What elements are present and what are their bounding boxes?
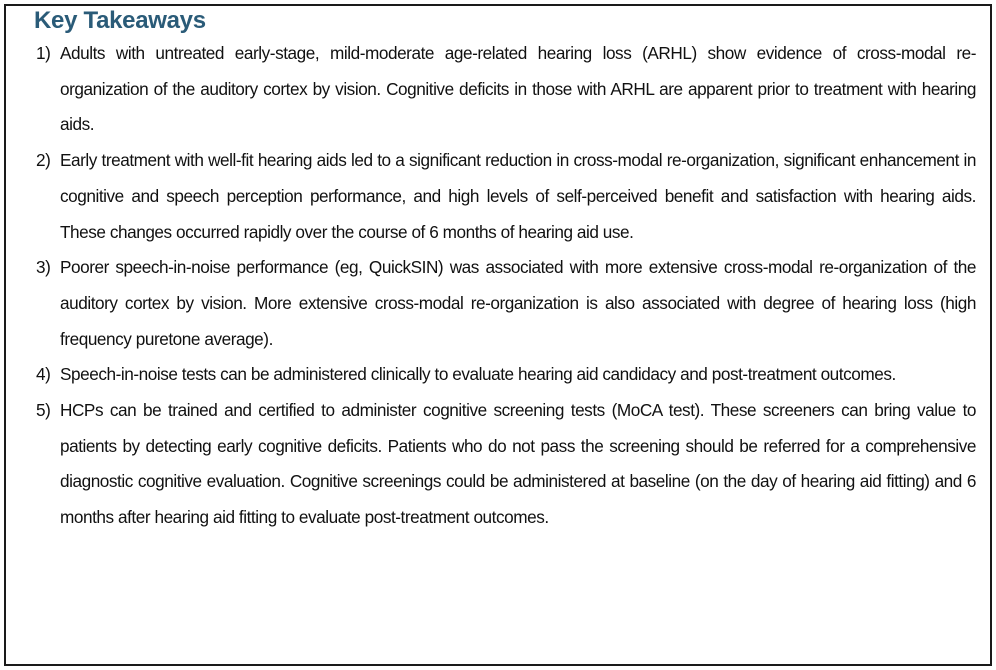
item-number: 3) [36,257,51,278]
box-title: Key Takeaways [34,7,206,34]
item-number: 5) [36,400,51,421]
item-text: Early treatment with well-fit hearing aids led to a significant reduction in cross-modal re-organization, significant enhancement in cognitive and speech perception performance, and high levels of self-perceived benefit and satisfaction with hearing aids. These changes occurred rapidly over the course of 6 months of hearing aid use. [60,150,976,242]
item-text: Speech-in-noise tests can be administered clinically to evaluate hearing aid candidacy and post-treatment outcomes. [60,364,896,385]
item-number: 2) [36,150,51,171]
item-number: 1) [36,43,51,63]
item-text: Poorer speech-in-noise performance (eg, QuickSIN) was associated with more extensive cross-modal re-organization of the auditory cortex by vision. More extensive cross-modal re-organization is also associated with degree of hearing loss (high frequency puretone average). [60,257,976,349]
item-number: 4) [36,364,51,385]
takeaway-item-4 [36,357,976,393]
item-text: HCPs can be trained and certified to administer cognitive screening tests (MoCA test). These screeners can bring value to patients by detecting early cognitive deficits. Patients who do not pass the screening should be referred for a comprehensive diagnostic cognitive evaluation. Cognitive screenings could be administered at baseline (on the day of hearing aid fitting) and 6 months after hearing aid fitting to evaluate post-treatment outcomes. [60,400,976,528]
takeaways-list [36,36,976,536]
takeaway-item-5 [36,393,976,536]
takeaway-item-1 [36,36,976,143]
item-text: Adults with untreated early-stage, mild-moderate age-related hearing loss (ARHL) show evidence of cross-modal re-organization of the auditory cortex by vision. Cognitive deficits in those with ARHL are apparent prior to treatment with hearing aids. [60,43,976,135]
takeaway-item-3 [36,250,976,357]
takeaway-item-2 [36,143,976,250]
key-takeaways-box [4,4,992,666]
